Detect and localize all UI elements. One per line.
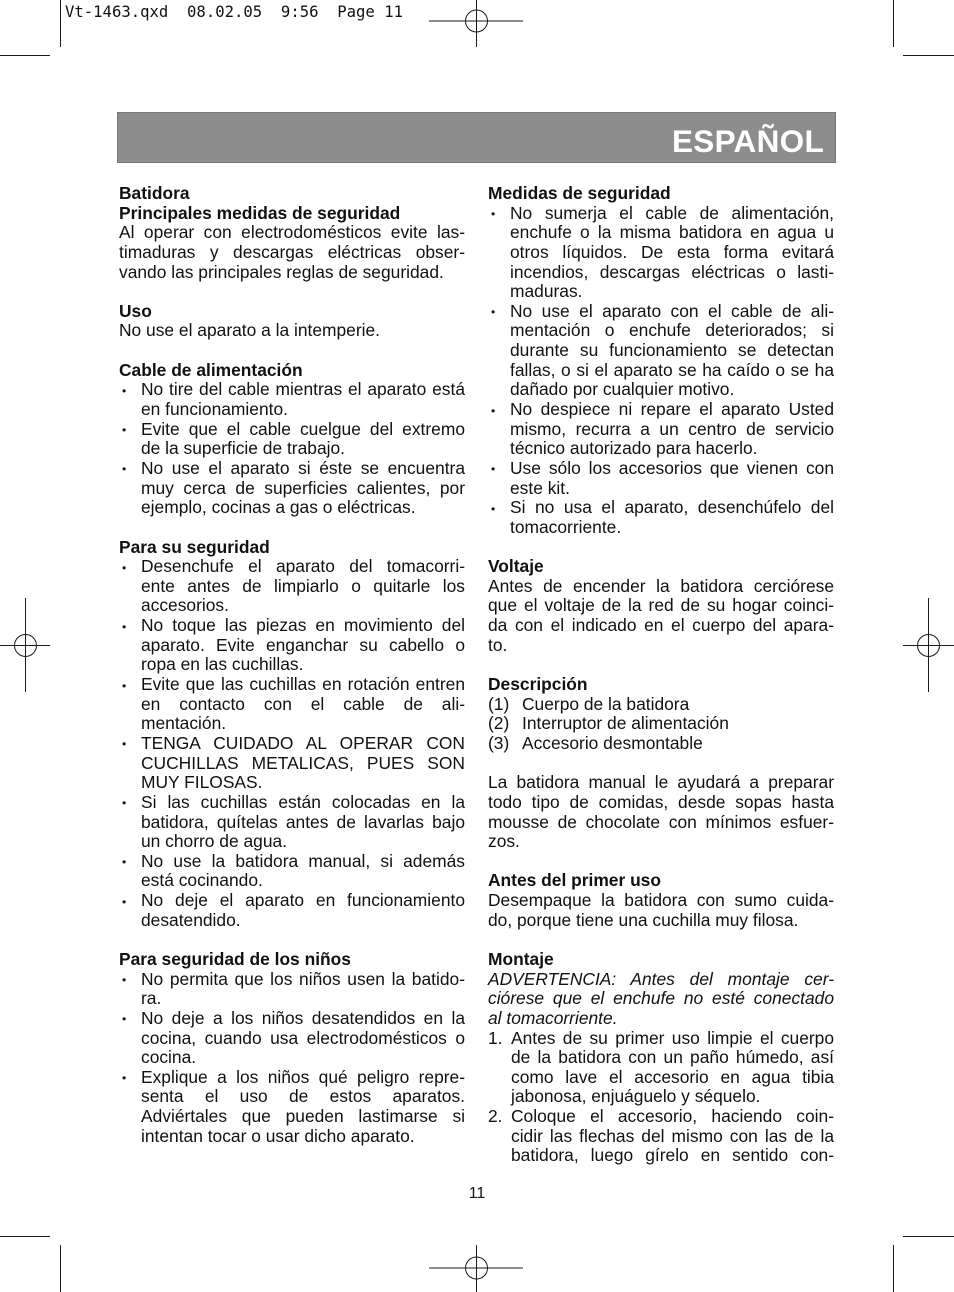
bullet-item <box>119 380 465 419</box>
section-heading: Descripción <box>488 674 588 695</box>
bullet-marker: • <box>491 305 496 320</box>
text-line: ente antes de limpiarlo o quitarle los <box>141 575 465 596</box>
text-line: incendios, descargas eléctricas o lasti- <box>510 261 834 282</box>
content-section <box>488 538 834 656</box>
bullet-marker: • <box>122 973 127 988</box>
left-text-column <box>119 184 465 1146</box>
text-line: en contacto con el cable de ali- <box>141 693 465 714</box>
file-slug-line: Vt-1463.qxd 08.02.05 9:56 Page 11 <box>65 3 403 21</box>
bullet-marker: • <box>491 207 496 222</box>
section-heading: Medidas de seguridad <box>488 183 671 203</box>
bullet-item <box>119 1009 465 1068</box>
bullet-item <box>119 852 465 891</box>
bullet-item <box>119 675 465 734</box>
part-list-item <box>488 695 834 715</box>
text-line: técnico autorizado para hacerlo. <box>510 438 758 459</box>
bullet-item <box>488 498 834 537</box>
paragraph <box>119 321 465 341</box>
list-marker: (1) <box>488 693 510 714</box>
text-line: Si las cuchillas están colocadas en la <box>141 791 465 812</box>
bullet-marker: • <box>122 560 127 575</box>
section-heading: Principales medidas de seguridad <box>119 202 401 223</box>
text-line: No use el aparato a la intemperie. <box>119 320 381 341</box>
bullet-marker: • <box>122 1071 127 1086</box>
blank-line <box>488 754 834 774</box>
bullet-marker: • <box>491 403 496 418</box>
text-line: aparato. Evite enganchar su cabello o <box>141 634 465 655</box>
text-line: cocina, cuando usa electrodomésticos o <box>141 1027 465 1048</box>
crop-mark-top-left <box>0 0 61 56</box>
content-section <box>488 655 834 753</box>
bullet-item <box>119 793 465 852</box>
numbered-step <box>488 1029 834 1108</box>
part-list-item <box>488 734 834 754</box>
text-line: fallas, o si el aparato se ha caído o se ha <box>510 359 834 380</box>
blank-line <box>488 655 834 675</box>
content-section <box>119 184 465 282</box>
bullet-item <box>119 557 465 616</box>
text-line: batidora, luego gírelo en sentido con- <box>511 1145 834 1166</box>
registration-mark-right <box>903 598 954 692</box>
text-line: un chorro de agua. <box>141 831 287 852</box>
text-line: MUY FILOSAS. <box>141 772 263 793</box>
bullet-marker: • <box>122 678 127 693</box>
text-line: muy cerca de superficies calientes, por <box>141 477 465 498</box>
text-line: to. <box>488 634 508 655</box>
text-line: jabonosa, enjuáguelo y séquelo. <box>511 1086 761 1107</box>
bullet-item <box>488 204 834 302</box>
text-line: de la superficie de trabajo. <box>141 438 345 459</box>
text-line: No toque las piezas en movimiento del <box>141 615 465 636</box>
text-line: como lave el accesorio en agua tibia <box>511 1066 834 1087</box>
language-banner <box>117 112 836 163</box>
text-line: mousse de chocolate con mínimos esfuer- <box>488 811 834 832</box>
bullet-item <box>119 1068 465 1147</box>
bullet-marker: • <box>122 894 127 909</box>
blank-line <box>488 852 834 872</box>
content-section <box>119 341 465 518</box>
text-line: Si no usa el aparato, desenchúfelo del <box>510 497 834 518</box>
text-line: do, porque tiene una cuchilla muy filosa. <box>488 909 799 930</box>
blank-line <box>119 341 465 361</box>
text-line: Antes de encender la batidora cerciórese <box>488 575 834 596</box>
bullet-item <box>119 891 465 930</box>
section-heading: Para seguridad de los niños <box>119 948 351 969</box>
registration-mark-top <box>429 0 523 47</box>
text-line: tomacorriente. <box>510 516 622 537</box>
registration-mark-bottom <box>429 1245 523 1292</box>
paragraph <box>488 773 834 852</box>
text-line: CUCHILLAS METALICAS, PUES SON <box>141 752 465 773</box>
content-section <box>488 930 834 1166</box>
bullet-item <box>119 734 465 793</box>
paragraph <box>488 577 834 656</box>
list-marker: 1. <box>488 1027 503 1048</box>
text-line: de la batidora con un paño húmedo, así <box>511 1047 834 1068</box>
text-line: durante su funcionamiento se detectan <box>510 340 834 361</box>
section-heading: Voltaje <box>488 556 544 577</box>
text-line: otros líquidos. De esta forma evitará <box>510 241 834 262</box>
text-line: La batidora manual le ayudará a preparar <box>488 772 834 793</box>
list-marker: (3) <box>488 732 510 753</box>
text-line: No sumerja el cable de alimentación, <box>510 202 834 223</box>
text-line: ADVERTENCIA: Antes del montaje cer- <box>488 968 834 989</box>
text-line: mismo, recurra a un centro de servicio <box>510 418 834 439</box>
text-line: Explique a los niños qué peligro repre- <box>141 1066 465 1087</box>
text-line: Coloque el accesorio, haciendo coin- <box>511 1106 834 1127</box>
text-line: ciórese que el enchufe no esté conectado <box>488 988 834 1009</box>
text-line: zos. <box>488 831 520 852</box>
paragraph <box>488 891 834 930</box>
language-title: ESPAÑOL <box>671 123 824 159</box>
content-section <box>119 282 465 341</box>
text-line: este kit. <box>510 477 570 498</box>
section-heading: Antes del primer uso <box>488 870 661 891</box>
content-section <box>488 184 834 538</box>
text-line: No use el aparato si éste se encuentra <box>141 457 465 478</box>
text-line: No tire del cable mientras el aparato está <box>141 379 465 400</box>
bullet-item <box>119 616 465 675</box>
text-line: en funcionamiento. <box>141 399 288 420</box>
text-line: ejemplo, cocinas a gas o eléctricas. <box>141 497 416 518</box>
text-line: No use el aparato con el cable de ali- <box>510 300 834 321</box>
section-heading: Cable de alimentación <box>119 359 303 380</box>
blank-line <box>119 930 465 950</box>
text-line: TENGA CUIDADO AL OPERAR CON <box>141 732 465 753</box>
text-line: Adviértales que pueden lastimarse si <box>141 1106 465 1127</box>
bullet-marker: • <box>122 1012 127 1027</box>
blank-line <box>488 538 834 558</box>
bullet-item <box>119 420 465 459</box>
blank-line <box>488 930 834 950</box>
text-line: Desenchufe el aparato del tomacorri- <box>141 556 465 577</box>
crop-mark-bottom-left <box>0 1237 61 1292</box>
registration-mark-left <box>0 598 50 692</box>
text-line: intentan tocar o usar dicho aparato. <box>141 1125 415 1146</box>
text-line: da con el indicado en el cuerpo del apara- <box>488 615 834 636</box>
bullet-marker: • <box>122 737 127 752</box>
content-section <box>488 852 834 931</box>
text-line: Desempaque la batidora con sumo cuida- <box>488 890 834 911</box>
text-line: No permita que los niños usen la batido- <box>141 968 465 989</box>
text-line: enchufe o la misma batidora en agua u <box>510 222 834 243</box>
text-line: Use sólo los accesorios que vienen con <box>510 457 834 478</box>
bullet-marker: • <box>122 619 127 634</box>
list-marker: (2) <box>488 713 510 734</box>
text-line: vando las principales reglas de seguridad. <box>119 261 444 282</box>
text-line: No despiece ni repare el aparato Usted <box>510 399 834 420</box>
text-line: Al operar con electrodomésticos evite las- <box>119 222 465 243</box>
text-line: que el voltaje de la red de su hogar coinci- <box>488 595 834 616</box>
bullet-marker: • <box>122 796 127 811</box>
text-line: No use la batidora manual, si además <box>141 850 465 871</box>
text-line: mentación o enchufe deteriorados; si <box>510 320 834 341</box>
bullet-marker: • <box>122 855 127 870</box>
text-line: No deje el aparato en funcionamiento <box>141 890 465 911</box>
bullet-marker: • <box>491 462 496 477</box>
bullet-item <box>119 459 465 518</box>
bullet-marker: • <box>122 383 127 398</box>
text-line: Accesorio desmontable <box>522 732 703 753</box>
text-line: Cuerpo de la batidora <box>522 693 690 714</box>
section-heading: Para su seguridad <box>119 536 270 557</box>
text-line: batidora, quítelas antes de lavarlas bajo <box>141 811 465 832</box>
text-line: Interruptor de alimentación <box>522 713 729 734</box>
text-line: No deje a los niños desatendidos en la <box>141 1007 465 1028</box>
content-section <box>488 754 834 852</box>
bullet-marker: • <box>491 501 496 516</box>
text-line: dañado por cualquier motivo. <box>510 379 735 400</box>
crop-mark-bottom-right <box>894 1237 954 1292</box>
content-section <box>119 518 465 930</box>
text-line: cocina. <box>141 1047 197 1068</box>
warning-note <box>488 970 834 1029</box>
text-line: maduras. <box>510 281 583 302</box>
text-line: timaduras y descargas eléctricas obser- <box>119 241 465 262</box>
text-line: Evite que las cuchillas en rotación entren <box>141 674 465 695</box>
text-line: al tomacorriente. <box>488 1007 618 1028</box>
bullet-item <box>488 459 834 498</box>
text-line: ra. <box>141 988 162 1009</box>
part-list-item <box>488 714 834 734</box>
bullet-item <box>119 970 465 1009</box>
text-line: desatendido. <box>141 909 241 930</box>
text-line: Antes de su primer uso limpie el cuerpo <box>511 1027 834 1048</box>
section-heading: Montaje <box>488 948 554 969</box>
section-heading: Uso <box>119 300 152 321</box>
text-line: todo tipo de comidas, desde sopas hasta <box>488 791 834 812</box>
blank-line <box>119 518 465 538</box>
paragraph <box>119 223 465 282</box>
bullet-item <box>488 302 834 400</box>
list-marker: 2. <box>488 1106 503 1127</box>
right-text-column <box>488 184 834 1166</box>
text-line: ropa en las cuchillas. <box>141 654 304 675</box>
text-line: está cocinando. <box>141 870 263 891</box>
section-heading: Batidora <box>119 183 190 203</box>
content-section <box>119 930 465 1146</box>
page-number: 11 <box>468 1185 486 1202</box>
blank-line <box>119 282 465 302</box>
text-line: accesorios. <box>141 595 229 616</box>
text-line: senta el uso de estos aparatos. <box>141 1086 465 1107</box>
bullet-marker: • <box>122 462 127 477</box>
numbered-step <box>488 1107 834 1166</box>
text-line: Evite que el cable cuelgue del extremo <box>141 418 465 439</box>
crop-mark-top-right <box>894 0 954 56</box>
bullet-item <box>488 400 834 459</box>
text-line: cidir las flechas del mismo con las de la <box>511 1125 834 1146</box>
text-line: mentación. <box>141 713 227 734</box>
bullet-marker: • <box>122 423 127 438</box>
